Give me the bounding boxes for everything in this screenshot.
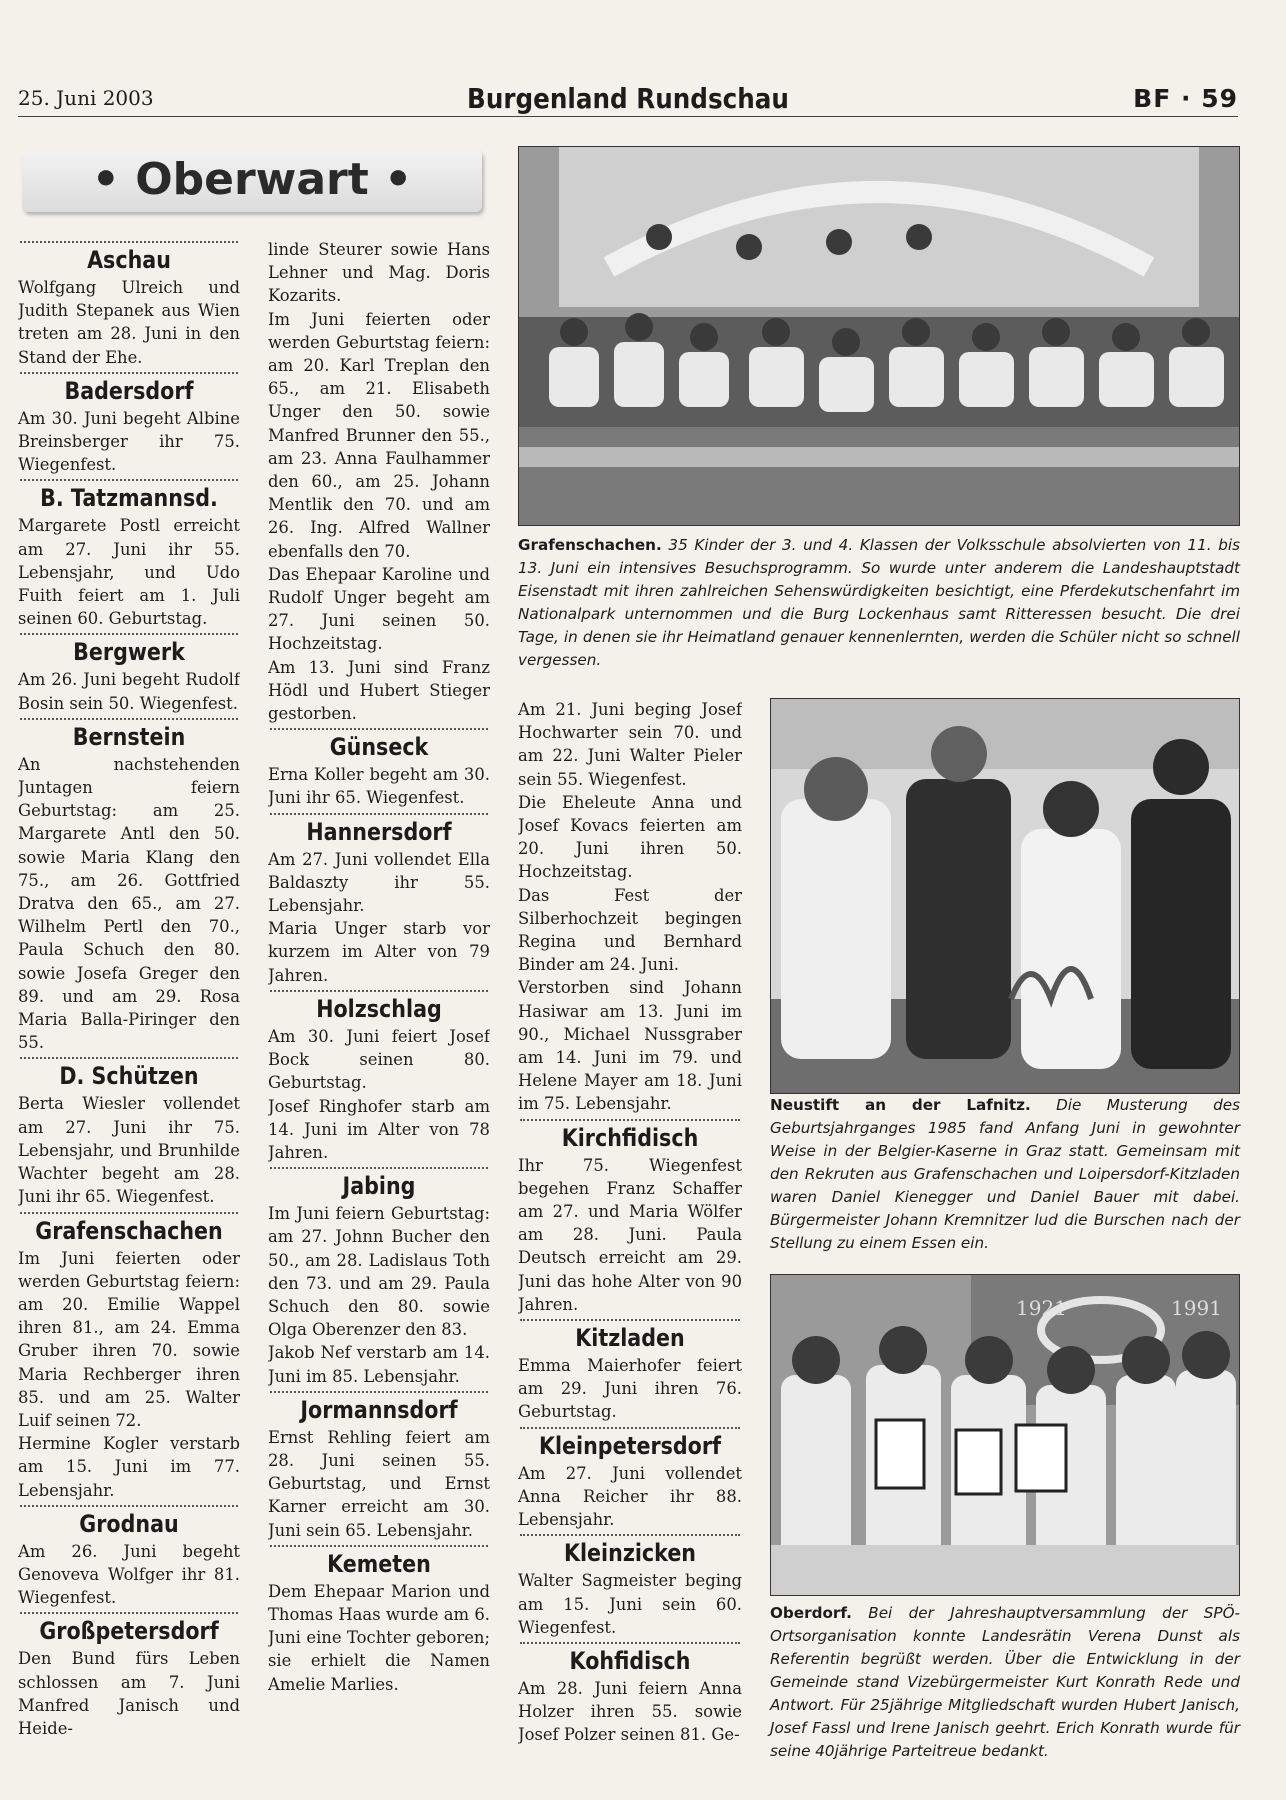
section-heading: Grodnau bbox=[79, 1509, 179, 1538]
divider bbox=[20, 1057, 238, 1059]
divider bbox=[520, 1642, 740, 1644]
photo-school-group-image bbox=[519, 147, 1239, 525]
divider bbox=[270, 1391, 488, 1393]
section-text: Hermine Kogler verstarb am 15. Juni im 77. Lebensjahr. bbox=[18, 1434, 240, 1500]
section-text: Am 30. Juni begeht Albine Breinsberger ihr 75. Wiegenfest. bbox=[18, 408, 240, 475]
section-heading: D. Schützen bbox=[59, 1062, 199, 1091]
banner-year-left: 1921 bbox=[1016, 1296, 1067, 1320]
banner-year-right: 1991 bbox=[1171, 1296, 1222, 1320]
photo-oberdorf-image bbox=[771, 1275, 1239, 1595]
section-text: Am 27. Juni vollendet Ella Baldaszty ihr 55. Lebensjahr. bbox=[268, 849, 490, 916]
photo-musterung-image bbox=[771, 699, 1239, 1093]
divider bbox=[520, 1319, 740, 1321]
section-heading: Günseck bbox=[329, 733, 429, 762]
divider bbox=[20, 633, 238, 635]
section-heading: Großpetersdorf bbox=[39, 1617, 219, 1646]
section-text: An nachstehenden Juntagen feiern Geburtstag: am 25. Margarete Antl den 50. sowie Maria Klang den 75., am 26. Gottfried Dratva den 65., am 27. Wilhelm Pertl den 70., Paula Schuch den 80. sowie Josefa Greger den 89. und am 29. Rosa Maria Balla-Piringer den 55. bbox=[18, 754, 240, 1053]
divider bbox=[20, 1505, 238, 1507]
photo-oberdorf bbox=[770, 1274, 1240, 1596]
section-heading: Kitzladen bbox=[575, 1324, 685, 1353]
newspaper-title: Burgenland Rundschau bbox=[467, 82, 789, 115]
photo-school-group bbox=[518, 146, 1240, 526]
section-text: Wolfgang Ulreich und Judith Stepanek aus Wien treten am 28. Juni in den Stand der Ehe. bbox=[18, 278, 240, 367]
section-heading: Aschau bbox=[87, 246, 171, 274]
caption-grafenschachen bbox=[518, 534, 1240, 672]
section-heading: Badersdorf bbox=[64, 376, 194, 405]
section-heading: Bernstein bbox=[72, 722, 186, 751]
section-text: Erna Koller begeht am 30. Juni ihr 65. Wiegenfest. bbox=[268, 765, 490, 808]
section-text: Im Juni feierten oder werden Geburtstag feiern: am 20. Karl Treplan den 65., am 21. Elisabeth Unger den 50. sowie Manfred Brunner den 55., am 23. Anna Faulhammer den 60., am 25. Johann Mentlik den 70. und am 26. Ing. Alfred Wallner ebenfalls den 70. bbox=[268, 309, 490, 561]
region-title: • Oberwart • bbox=[22, 150, 482, 212]
section-text: Am 21. Juni beging Josef Hochwarter sein 70. und am 22. Juni Walter Pieler sein 55. Wiegenfest. bbox=[518, 700, 742, 789]
section-text: Jakob Nef verstarb am 14. Juni im 85. Lebensjahr. bbox=[268, 1343, 490, 1386]
caption-place: Neustift an der Lafnitz. bbox=[770, 1096, 1031, 1114]
divider bbox=[270, 990, 488, 992]
section-text: Die Eheleute Anna und Josef Kovacs feierten am 20. Juni ihren 50. Hochzeitstag. bbox=[518, 792, 742, 882]
section-heading: Jabing bbox=[342, 1172, 416, 1201]
section-text: Im Juni feiern Geburtstag: am 27. Johnn Bucher den 50., am 28. Ladislaus Toth den 73. und am 29. Paula Schuch den 80. sowie Olga Oberenzer den 83. bbox=[268, 1204, 490, 1340]
divider bbox=[520, 1534, 740, 1536]
section-text: Am 27. Juni vollendet Anna Reicher ihr 88. Lebensjahr. bbox=[518, 1463, 742, 1530]
photo-musterung bbox=[770, 698, 1240, 1094]
section-text: Emma Maierhofer feiert am 29. Juni ihren 76. Geburtstag. bbox=[518, 1356, 742, 1422]
section-text: Am 30. Juni feiert Josef Bock seinen 80. Geburtstag. bbox=[268, 1026, 490, 1093]
section-heading: Kemeten bbox=[327, 1549, 431, 1578]
divider bbox=[20, 1212, 238, 1214]
section-text: Maria Unger starb vor kurzem im Alter von 79 Jahren. bbox=[268, 919, 490, 985]
section-text: Am 28. Juni feiern Anna Holzer ihren 55. sowie Josef Polzer seinen 81. Ge- bbox=[518, 1678, 742, 1745]
divider bbox=[20, 718, 238, 720]
section-text: Am 26. Juni begeht Genoveva Wolfger ihr 81. Wiegenfest. bbox=[18, 1541, 240, 1608]
caption-text: 35 Kinder der 3. und 4. Klassen der Volksschule absolvierten von 11. bis 13. Juni ein intensives Besuchsprogramm. So wurde unter anderem die Landeshauptstadt Eisenstadt mit ihren zahlreichen Sehenswürdigkeiten besichtigt, eine Pferdekutschenfahrt im Nationalpark unternommen und die Burg Lockenhaus samt Ritteressen besucht. Die drei Tage, in denen sie ihr Heimatland genauer kennenlernten, werden die Schüler nicht so schnell vergessen. bbox=[518, 536, 1241, 669]
section-heading: Holzschlag bbox=[316, 994, 442, 1023]
page-header bbox=[18, 82, 1238, 117]
section-text: linde Steurer sowie Hans Lehner und Mag. Doris Kozarits. bbox=[268, 240, 490, 306]
section-text: Ihr 75. Wiegenfest begehen Franz Schaffer am 27. und Maria Wölfer am 28. Juni. Paula Deutsch erreicht am 29. Juni das hohe Alter von 90 Jahren. bbox=[518, 1155, 742, 1314]
caption-place: Grafenschachen. bbox=[518, 536, 662, 554]
section-heading: Hannersdorf bbox=[306, 817, 452, 846]
section-heading: Bergwerk bbox=[73, 638, 185, 667]
section-text: Dem Ehepaar Marion und Thomas Haas wurde am 6. Juni eine Tochter geboren; sie erhielt die Namen Amelie Marlies. bbox=[268, 1581, 490, 1694]
column-2 bbox=[268, 238, 490, 1778]
section-heading: Kleinzicken bbox=[563, 1539, 697, 1568]
section-text: Das Fest der Silberhochzeit begingen Regina und Bernhard Binder am 24. Juni. bbox=[518, 885, 742, 975]
caption-neustift bbox=[770, 1094, 1240, 1255]
section-text: Den Bund fürs Leben schlossen am 7. Juni Manfred Janisch und Heide- bbox=[18, 1649, 240, 1738]
divider bbox=[270, 813, 488, 815]
caption-text: Bei der Jahreshauptversammlung der SPÖ-Ortsorganisation konnte Landesrätin Verena Dunst als Referentin begrüßt werden. Über die Entwicklung in der Gemeinde stand Vizebürgermeister Kurt Konrath Rede und Antwort. Für 25jährige Mitgliedschaft wurden Hubert Janisch, Josef Fassl und Irene Janisch geehrt. Erich Konrath wurde für seine 40jährige Parteitreue bedankt. bbox=[770, 1604, 1241, 1760]
column-1 bbox=[18, 238, 240, 1778]
divider bbox=[520, 1427, 740, 1429]
section-text: Ernst Rehling feiert am 28. Juni seinen 55. Geburtstag, und Ernst Karner erreicht am 30. Juni sein 65. Lebensjahr. bbox=[268, 1427, 490, 1540]
section-heading: B. Tatzmannsd. bbox=[40, 484, 218, 513]
caption-text: Die Musterung des Geburtsjahrganges 1985 fand Anfang Juni in gewohnter Weise in der Belgier-Kaserne in Graz statt. Gemeinsam mit den Rekruten aus Grafenschachen und Loipersdorf-Kitzladen waren Daniel Kienegger und Daniel Bauer mit dabei. Bürgermeister Johann Kremnitzer lud die Burschen nach der Stellung zu einem Essen ein. bbox=[770, 1096, 1241, 1252]
caption-oberdorf bbox=[770, 1602, 1240, 1763]
section-text: Im Juni feierten oder werden Geburtstag feiern: am 20. Emilie Wappel ihren 81., am 24. Emma Gruber ihren 70. sowie Maria Rechberger ihren 85. und am 25. Walter Luif seinen 72. bbox=[18, 1248, 240, 1430]
section-text: Walter Sagmeister beging am 15. Juni sein 60. Wiegenfest. bbox=[518, 1571, 742, 1637]
divider bbox=[20, 241, 238, 243]
section-text: Am 13. Juni sind Franz Hödl und Hubert Stieger gestorben. bbox=[268, 657, 490, 724]
section-heading: Kleinpetersdorf bbox=[538, 1431, 722, 1460]
section-text: Berta Wiesler vollendet am 27. Juni ihr 75. Lebensjahr, und Brunhilde Wachter begeht am 28. Juni ihr 65. Wiegenfest. bbox=[18, 1094, 240, 1207]
divider bbox=[270, 728, 488, 730]
section-heading: Grafenschachen bbox=[35, 1216, 223, 1245]
divider bbox=[270, 1545, 488, 1547]
section-text: Am 26. Juni begeht Rudolf Bosin sein 50. Wiegenfest. bbox=[18, 670, 240, 713]
issue-date: 25. Juni 2003 bbox=[18, 86, 154, 110]
divider bbox=[20, 372, 238, 374]
section-text: Margarete Postl erreicht am 27. Juni ihr 55. Lebensjahr, und Udo Fuith feiert am 1. Juli seinen 60. Geburtstag. bbox=[18, 516, 240, 629]
section-text: Verstorben sind Johann Hasiwar am 13. Juni im 90., Michael Nussgraber am 14. Juni im 79. und Helene Mayer am 18. Juni im 75. Lebensjahr. bbox=[518, 978, 742, 1114]
section-text: Josef Ringhofer starb am 14. Juni im Alter von 78 Jahren. bbox=[268, 1096, 490, 1162]
divider bbox=[270, 1167, 488, 1169]
section-heading: Kirchfidisch bbox=[561, 1123, 699, 1152]
section-heading: Kohfidisch bbox=[569, 1646, 691, 1675]
divider bbox=[20, 1612, 238, 1614]
page-number: BF · 59 bbox=[1133, 84, 1238, 113]
caption-place: Oberdorf. bbox=[770, 1604, 852, 1622]
column-3 bbox=[518, 698, 742, 1778]
divider bbox=[20, 479, 238, 481]
section-heading: Jormannsdorf bbox=[300, 1395, 458, 1424]
section-text: Das Ehepaar Karoline und Rudolf Unger begeht am 27. Juni seinen 50. Hochzeitstag. bbox=[268, 564, 490, 654]
divider bbox=[520, 1119, 740, 1121]
